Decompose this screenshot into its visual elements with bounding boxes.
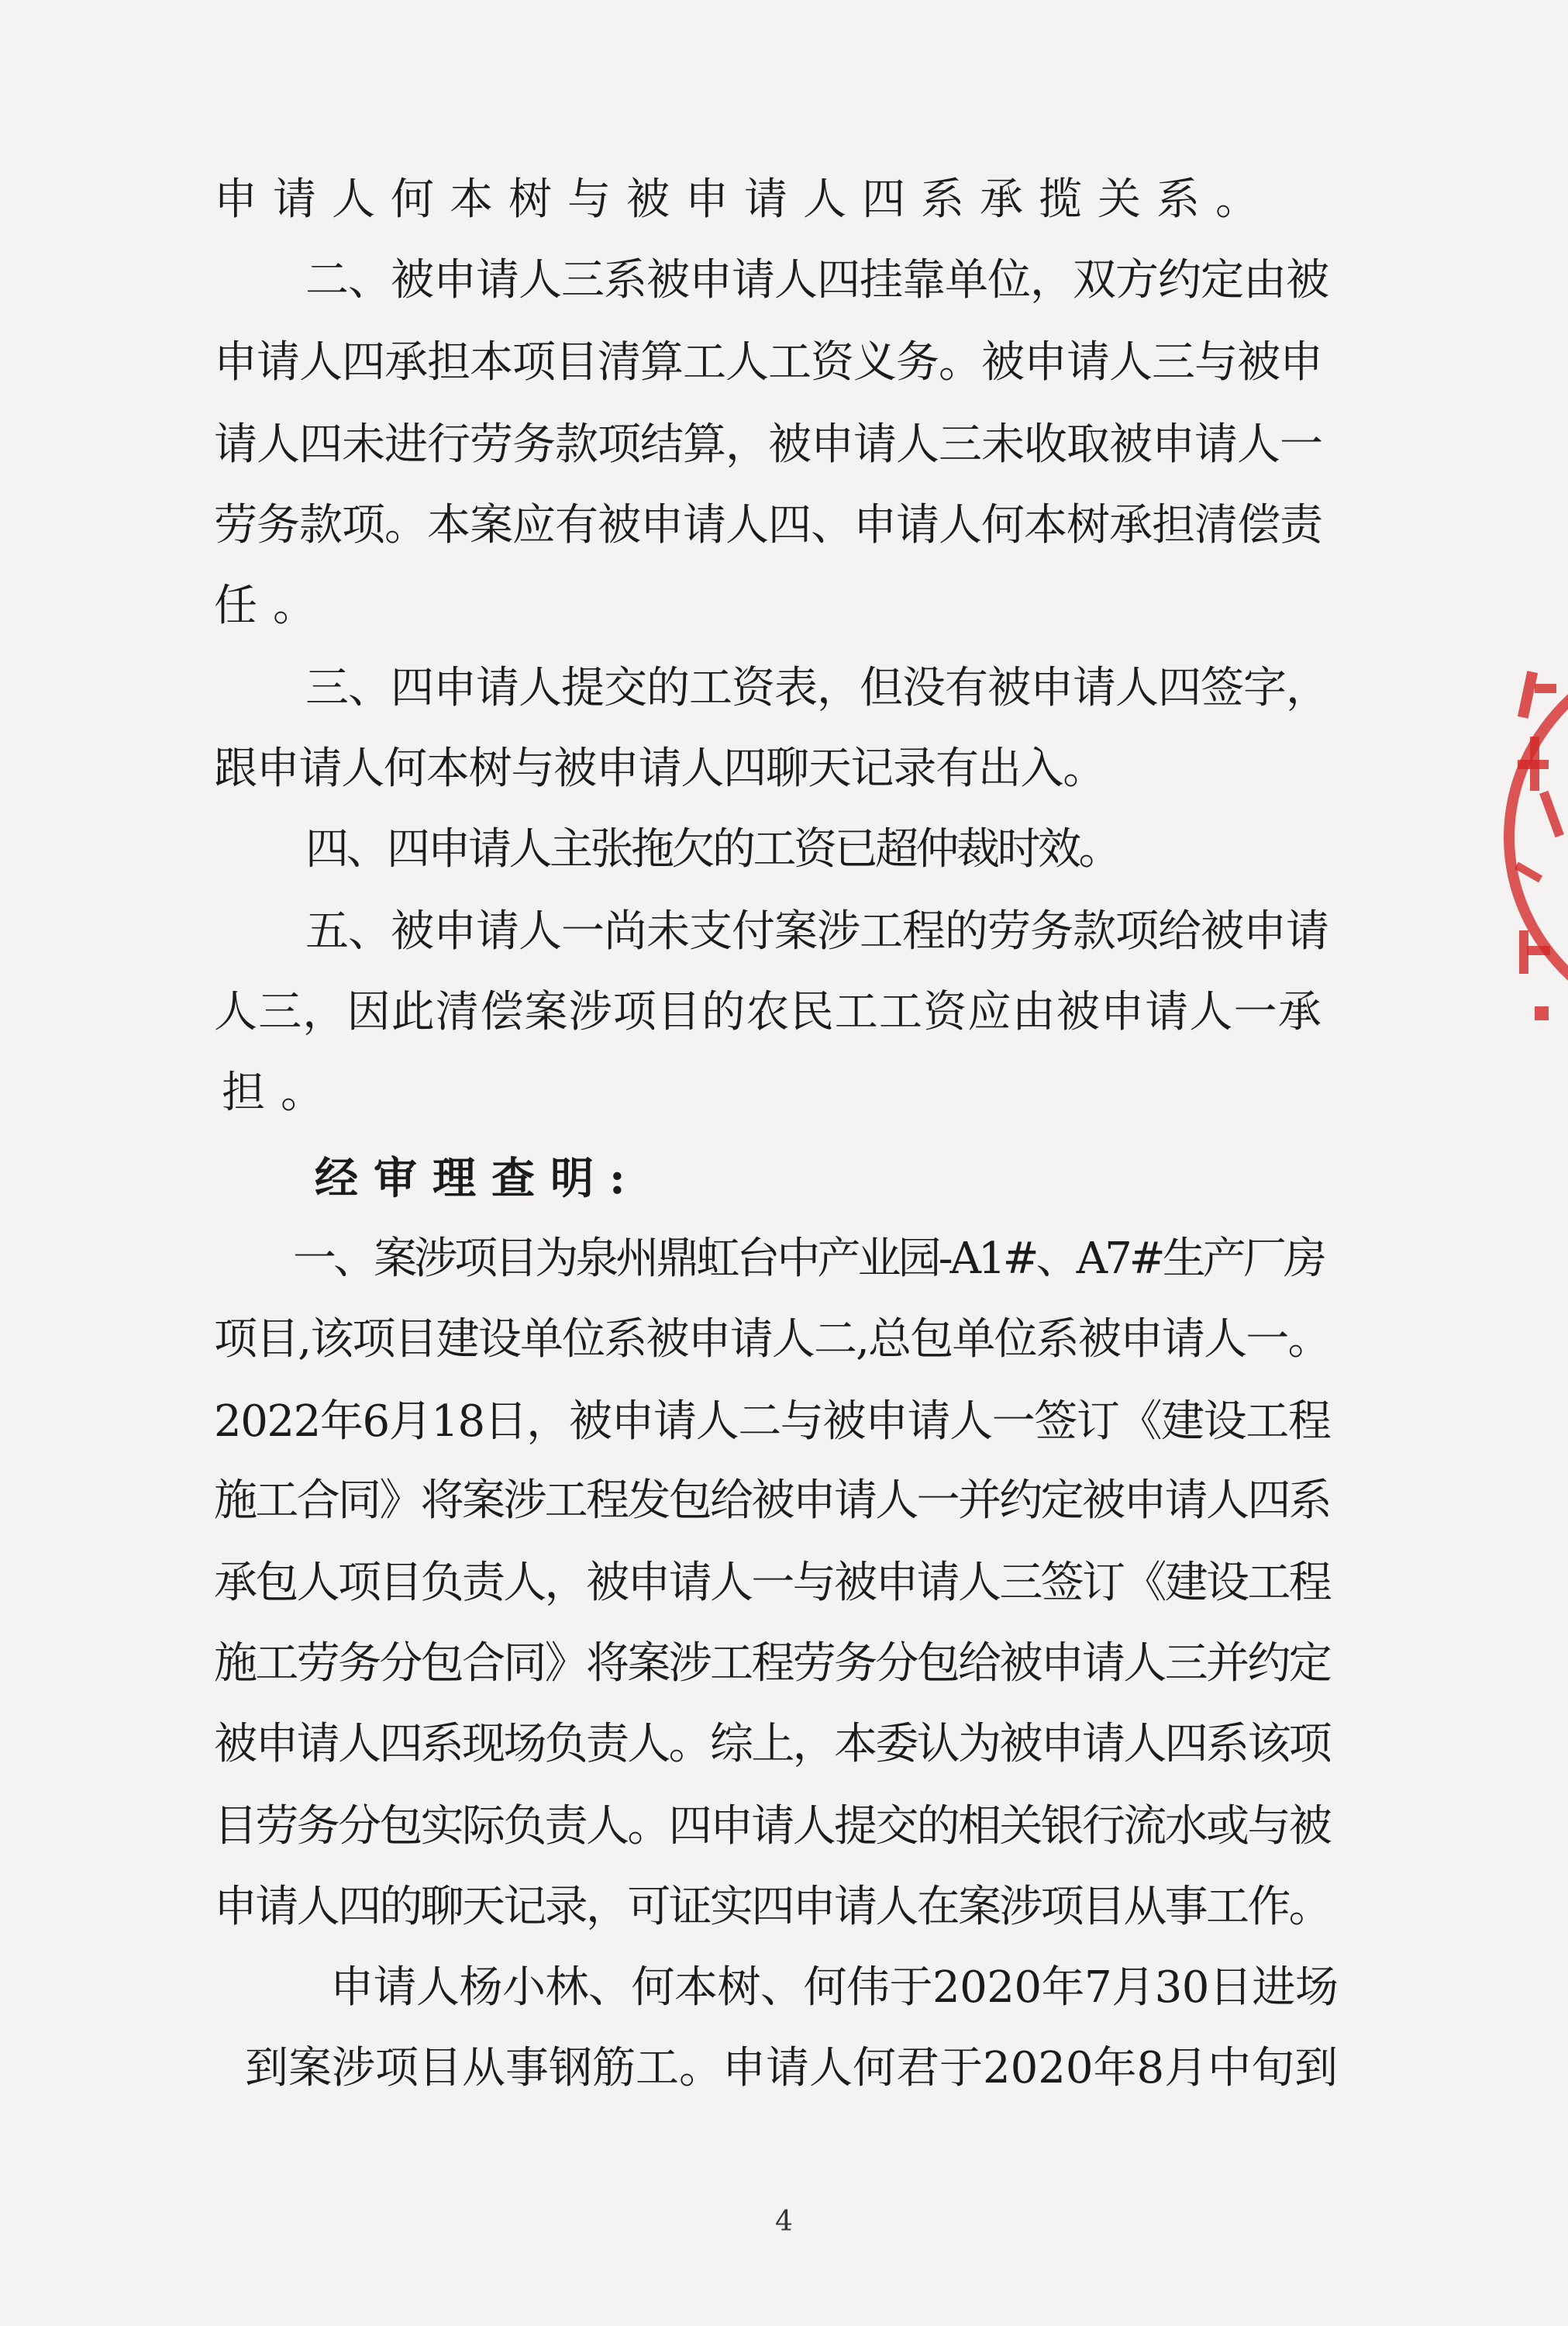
seal-mark <box>1530 737 1539 791</box>
text-line: 跟申请人何本树与被申请人四聊天记录有出入。 <box>214 744 1106 794</box>
text-line: 二、被申请人三系被申请人四挂靠单位，双方约定由被 <box>305 255 1328 305</box>
text-line: 承包人项目负责人，被申请人一与被申请人三签订《建设工程 <box>214 1558 1331 1608</box>
seal-mark <box>1518 671 1538 719</box>
seal-mark <box>1535 684 1556 693</box>
text-line: 施工劳务分包合同》将案涉工程劳务分包给被申请人三并约定 <box>214 1638 1331 1689</box>
seal-ring <box>1504 636 1568 1039</box>
text-line: 申请人四的聊天记录，可证实四申请人在案涉项目从事工作。 <box>214 1882 1331 1932</box>
text-line: 项目,该项目建设单位系被申请人二,总包单位系被申请人一。 <box>214 1314 1330 1365</box>
text-line: 申请人何本树与被申请人四系承揽关系。 <box>214 174 1274 225</box>
seal-mark <box>1535 1006 1549 1020</box>
text-line: 到案涉项目从事钢筋工。申请人何君于2020年8月中旬到 <box>245 2043 1339 2093</box>
seal-mark <box>1527 946 1550 955</box>
text-line: 施工合同》将案涉工程发包给被申请人一并约定被申请人四系 <box>214 1475 1331 1526</box>
text-line: 劳务款项。本案应有被申请人四、申请人何本树承担清偿责 <box>214 500 1322 550</box>
text-line: 五、被申请人一尚未支付案涉工程的劳务款项给被申请 <box>305 906 1328 957</box>
text-line: 申请人四承担本项目清算工人工资义务。被申请人三与被申 <box>214 337 1322 388</box>
text-line: 三、四申请人提交的工资表，但没有被申请人四签字， <box>305 663 1328 713</box>
text-line: 被申请人四系现场负责人。综上，本委认为被申请人四系该项 <box>214 1719 1331 1769</box>
text-line: 担。 <box>222 1068 339 1118</box>
section-heading: 经审理查明: <box>315 1153 641 1204</box>
text-line: 人三，因此清偿案涉项目的农民工工资应由被申请人一承 <box>214 987 1322 1037</box>
red-seal-stamp <box>1504 636 1568 1039</box>
text-line: 四、四申请人主张拖欠的工资已超仲裁时效。 <box>305 824 1119 875</box>
text-line: 请人四未进行劳务款项结算，被申请人三未收取被申请人一 <box>214 419 1322 470</box>
text-line: 申请人杨小林、何本树、何伟于2020年7月30日进场 <box>330 1962 1339 2013</box>
text-line: 目劳务分包实际负责人。四申请人提交的相关银行流水或与被 <box>214 1801 1331 1851</box>
text-line: 任。 <box>214 581 332 631</box>
page-number: 4 <box>775 2206 793 2238</box>
text-line: 一、案涉项目为泉州鼎虹台中产业园-A1#、A7#生产厂房 <box>293 1234 1324 1284</box>
text-line: 2022年6月18日，被申请人二与被申请人一签订《建设工程 <box>214 1396 1331 1447</box>
